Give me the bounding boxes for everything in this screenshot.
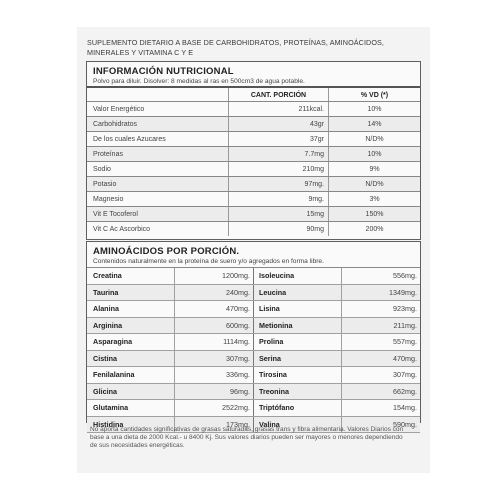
amino-value-left: 96mg. [175, 384, 254, 400]
amino-value-right: 556mg. [393, 271, 417, 280]
nutrient-name: Vit E Tocoferol [87, 207, 229, 221]
nutrient-vd: 3% [369, 196, 380, 203]
nutrient-name: Potasio [87, 177, 229, 191]
amino-value-left: 240mg. [175, 285, 254, 301]
amino-row [87, 268, 420, 285]
amino-name-left: Arginina [87, 318, 175, 334]
nutrition-row [87, 176, 420, 191]
amino-row [87, 318, 420, 335]
nutrient-name: De los cuales Azucares [87, 132, 229, 146]
amino-name-right: Metionina [254, 318, 342, 334]
amino-value-right: 590mg. [393, 419, 417, 429]
amino-value-left: 1114mg. [175, 334, 254, 350]
nutrient-amount: 9mg. [229, 192, 329, 206]
nutrient-vd: 9% [369, 166, 380, 173]
nutrition-row [87, 131, 420, 146]
nutrient-name: Vit C Ac Ascorbico [87, 222, 229, 236]
nutrient-amount: 210mg [229, 162, 329, 176]
nutrient-amount: 15mg [229, 207, 329, 221]
nutrient-vd: 14% [367, 121, 382, 128]
amino-row [87, 367, 420, 384]
intro-text: SUPLEMENTO DIETARIO A BASE DE CARBOHIDRATOS, PROTEÍNAS, AMINOÁCIDOS, MINERALES Y VITAMINA C Y E [87, 38, 385, 57]
amino-value-right: 211mg. [393, 320, 417, 330]
amino-name-left: Creatina [87, 268, 175, 284]
nutrient-vd: N/D% [365, 136, 384, 143]
amino-value-right: 470mg. [393, 353, 417, 363]
amino-name-left: Glutamina [87, 400, 175, 416]
nutrient-amount: 37gr [229, 132, 329, 146]
amino-row [87, 301, 420, 318]
nutrition-header-row [87, 86, 420, 101]
amino-name-right: Treonina [254, 384, 342, 400]
amino-value-left: 336mg. [175, 367, 254, 383]
nutrition-row [87, 191, 420, 206]
nutrient-name: Valor Energético [87, 102, 229, 116]
nutrient-name: Sodio [87, 162, 229, 176]
amino-value-left: 173mg. [175, 417, 254, 433]
header-cell-vd: % VD (*) [360, 92, 389, 99]
nutrition-title: INFORMACIÓN NUTRICIONAL [93, 66, 234, 77]
nutrient-vd: 150% [365, 211, 384, 218]
amino-row [87, 351, 420, 368]
amino-row [87, 400, 420, 417]
nutrition-row [87, 101, 420, 116]
header-cell-name [87, 88, 229, 101]
nutrient-vd: 200% [365, 226, 384, 233]
nutrition-box [86, 61, 421, 240]
nutrient-vd: N/D% [365, 181, 384, 188]
nutrient-name: Magnesio [87, 192, 229, 206]
amino-name-left: Glicina [87, 384, 175, 400]
amino-name-left: Taurina [87, 285, 175, 301]
amino-name-right: Tirosina [254, 367, 342, 383]
amino-name-left: Asparagina [87, 334, 175, 350]
amino-value-left: 470mg. [175, 301, 254, 317]
amino-row [87, 285, 420, 302]
amino-table [87, 267, 420, 433]
amino-name-right: Serina [254, 351, 342, 367]
amino-value-left: 600mg. [175, 318, 254, 334]
amino-name-left: Fenilalanina [87, 367, 175, 383]
amino-value-right: 662mg. [393, 386, 417, 396]
amino-value-left: 307mg. [175, 351, 254, 367]
amino-name-right: Leucina [254, 285, 342, 301]
nutrition-table [87, 86, 420, 236]
nutrition-row [87, 221, 420, 236]
nutrient-name: Proteínas [87, 147, 229, 161]
amino-row [87, 384, 420, 401]
nutrient-amount: 211kcal. [229, 102, 329, 116]
amino-value-right: 1349mg. [389, 287, 417, 297]
amino-value-right: 154mg. [393, 403, 417, 412]
nutrition-subtitle: Polvo para diluir. Disolver: 8 medidas al ras en 500cm3 de agua potable. [93, 78, 305, 85]
amino-value-right: 307mg. [393, 370, 417, 379]
nutrient-amount: 97mg. [229, 177, 329, 191]
amino-name-right: Valina [254, 417, 342, 433]
nutrient-amount: 43gr [229, 117, 329, 131]
amino-name-left: Alanina [87, 301, 175, 317]
amino-subtitle: Contenidos naturalmente en la proteína de suero y/o agregados en forma libre. [93, 258, 324, 265]
amino-name-right: Lisina [254, 301, 342, 317]
amino-value-left: 1200mg. [175, 268, 254, 284]
nutrient-amount: 7.7mg [229, 147, 329, 161]
amino-value-right: 923mg. [393, 304, 417, 313]
nutrient-amount: 90mg [229, 222, 329, 236]
nutrition-row [87, 206, 420, 221]
amino-name-right: Triptófano [254, 400, 342, 416]
nutrient-vd: 10% [367, 106, 382, 113]
amino-name-left: Histidina [87, 417, 175, 433]
header-cell-amount: CANT. PORCIÓN [229, 88, 329, 101]
nutrient-vd: 10% [367, 151, 382, 158]
nutrient-name: Carbohidratos [87, 117, 229, 131]
amino-value-left: 2522mg. [175, 400, 254, 416]
amino-row [87, 334, 420, 351]
nutrition-row [87, 161, 420, 176]
amino-name-right: Prolina [254, 334, 342, 350]
amino-name-right: Isoleucina [254, 268, 342, 284]
amino-box [86, 241, 421, 429]
footer-note: No aporta cantidades significativas de grasas saturadas, grasas trans y fibra alimentaria. Valores Diarios con base a una dieta de 2000 Kcal.- u 8400 Kj. Sus valores diarios pueden ser mayores o menores dependiendo de sus necesidades energéticas. [90, 426, 404, 449]
amino-name-left: Cistina [87, 351, 175, 367]
nutrition-row [87, 146, 420, 161]
amino-title: AMINOÁCIDOS POR PORCIÓN. [93, 246, 240, 257]
nutrition-row [87, 116, 420, 131]
amino-value-right: 557mg. [393, 337, 417, 346]
